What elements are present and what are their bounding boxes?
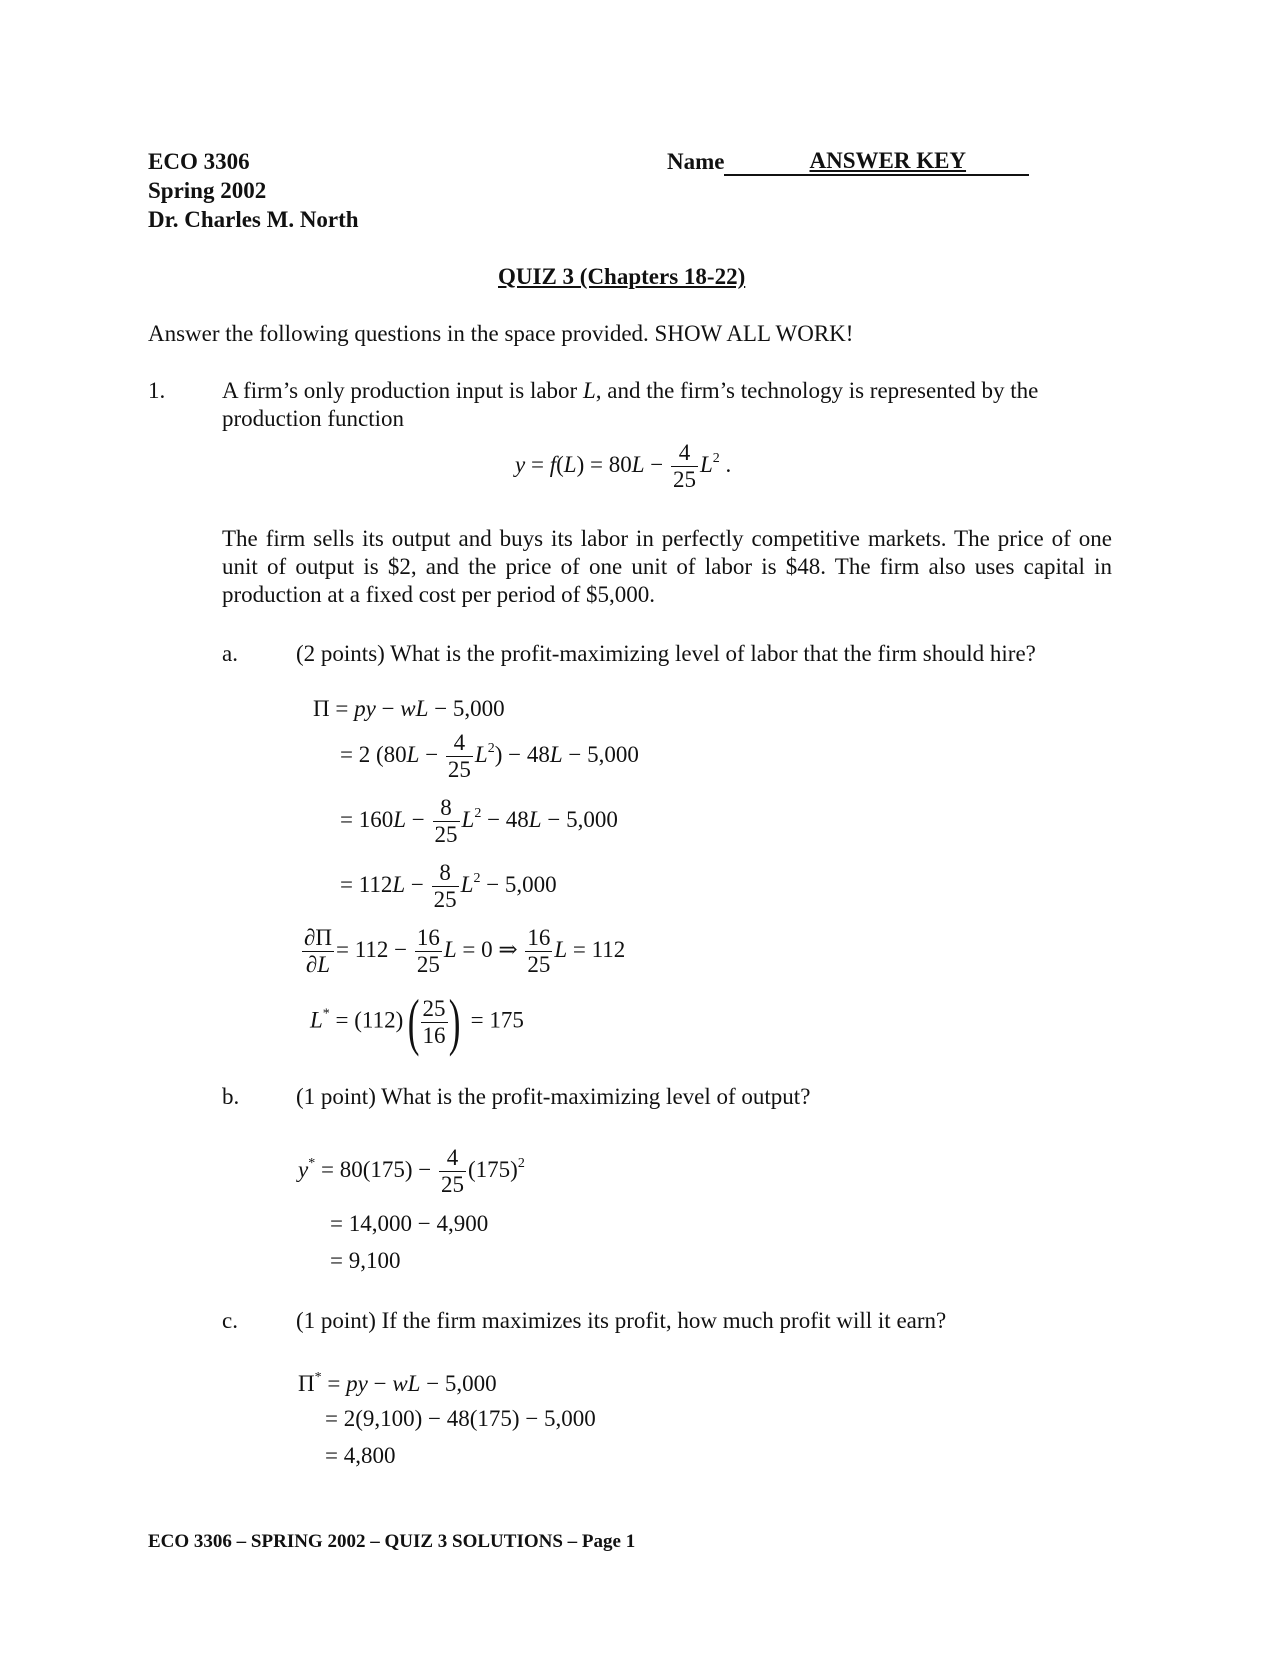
first-order-condition: $\frac{\partial\Pi}{\partial L}$ = 112 − $\frac{16}{25}$ L = 0 ⇒ $\frac{16}{25}$ L = 112 [304,925,626,977]
instructions: Answer the following questions in the space provided. SHOW ALL WORK! [148,321,854,346]
profit-equation: Π = py − wL − 5,000 [313,696,505,721]
optimal-output: y* = 80(175) − $\frac{4}{25}$ $(175)^2$ [298,1145,525,1197]
question-intro-line2: production function [222,406,405,431]
name-field [667,148,1029,176]
profit-step-2: = 160L − $\frac{8}{25}$ $L^2 - 48L - 5,000$ [340,795,618,847]
part-a-question: (2 points) What is the profit-maximizing level of labor that the firm should hire? [296,641,1036,666]
question-intro-after: , and the firm’s technology is represented by the [595,378,1039,403]
max-profit-step-1: = 2(9,100) − 48(175) − 5,000 [325,1406,596,1431]
question-number: 1. [148,378,166,403]
name-label: Name [667,149,725,174]
optimal-labor: L* = (112)( $\frac{25}{16}$ ) = 175 [310,986,524,1057]
max-profit-step-2: = 4,800 [325,1443,396,1468]
max-profit-equation: Π* = py − wL − 5,000 [298,1370,497,1396]
part-b-letter: b. [222,1084,240,1109]
page-footer: ECO 3306 – SPRING 2002 – QUIZ 3 SOLUTIONS – Page 1 [148,1531,636,1552]
instructor: Dr. Charles M. North [148,207,359,232]
part-a-letter: a. [222,641,238,666]
part-b-question: (1 point) What is the profit-maximizing level of output? [296,1084,811,1109]
term: Spring 2002 [148,178,267,203]
profit-step-3: = 112L − $\frac{8}{25}$ $L^2 - 5,000$ [340,860,557,912]
production-function: y = f(L) = 80L − $\frac{4}{25}$ $L^2$ . [515,440,732,492]
output-step-1: = 14,000 − 4,900 [330,1211,489,1236]
part-c-letter: c. [222,1308,238,1333]
name-value: ANSWER KEY [809,148,967,173]
course-code: ECO 3306 [148,149,250,174]
profit-step-1: = 2 (80L − $\frac{4}{25}$ $L^2) - 48L - 5,000$ [340,730,639,782]
quiz-title: QUIZ 3 (Chapters 18-22) [498,264,746,289]
question-intro-var: L [582,378,596,403]
question-paragraph: The firm sells its output and buys its labor in perfectly competitive markets. The price of one unit of output is $2, and the price of one unit of labor is $48. The firm also uses capital in production at a fixed cost per period of $5,000. [222,526,1112,607]
question-intro [222,377,1112,433]
question-intro-before: A firm’s only production input is labor [222,378,583,403]
part-c-question: (1 point) If the firm maximizes its profit, how much profit will it earn? [296,1308,947,1333]
output-step-2: = 9,100 [330,1248,401,1273]
